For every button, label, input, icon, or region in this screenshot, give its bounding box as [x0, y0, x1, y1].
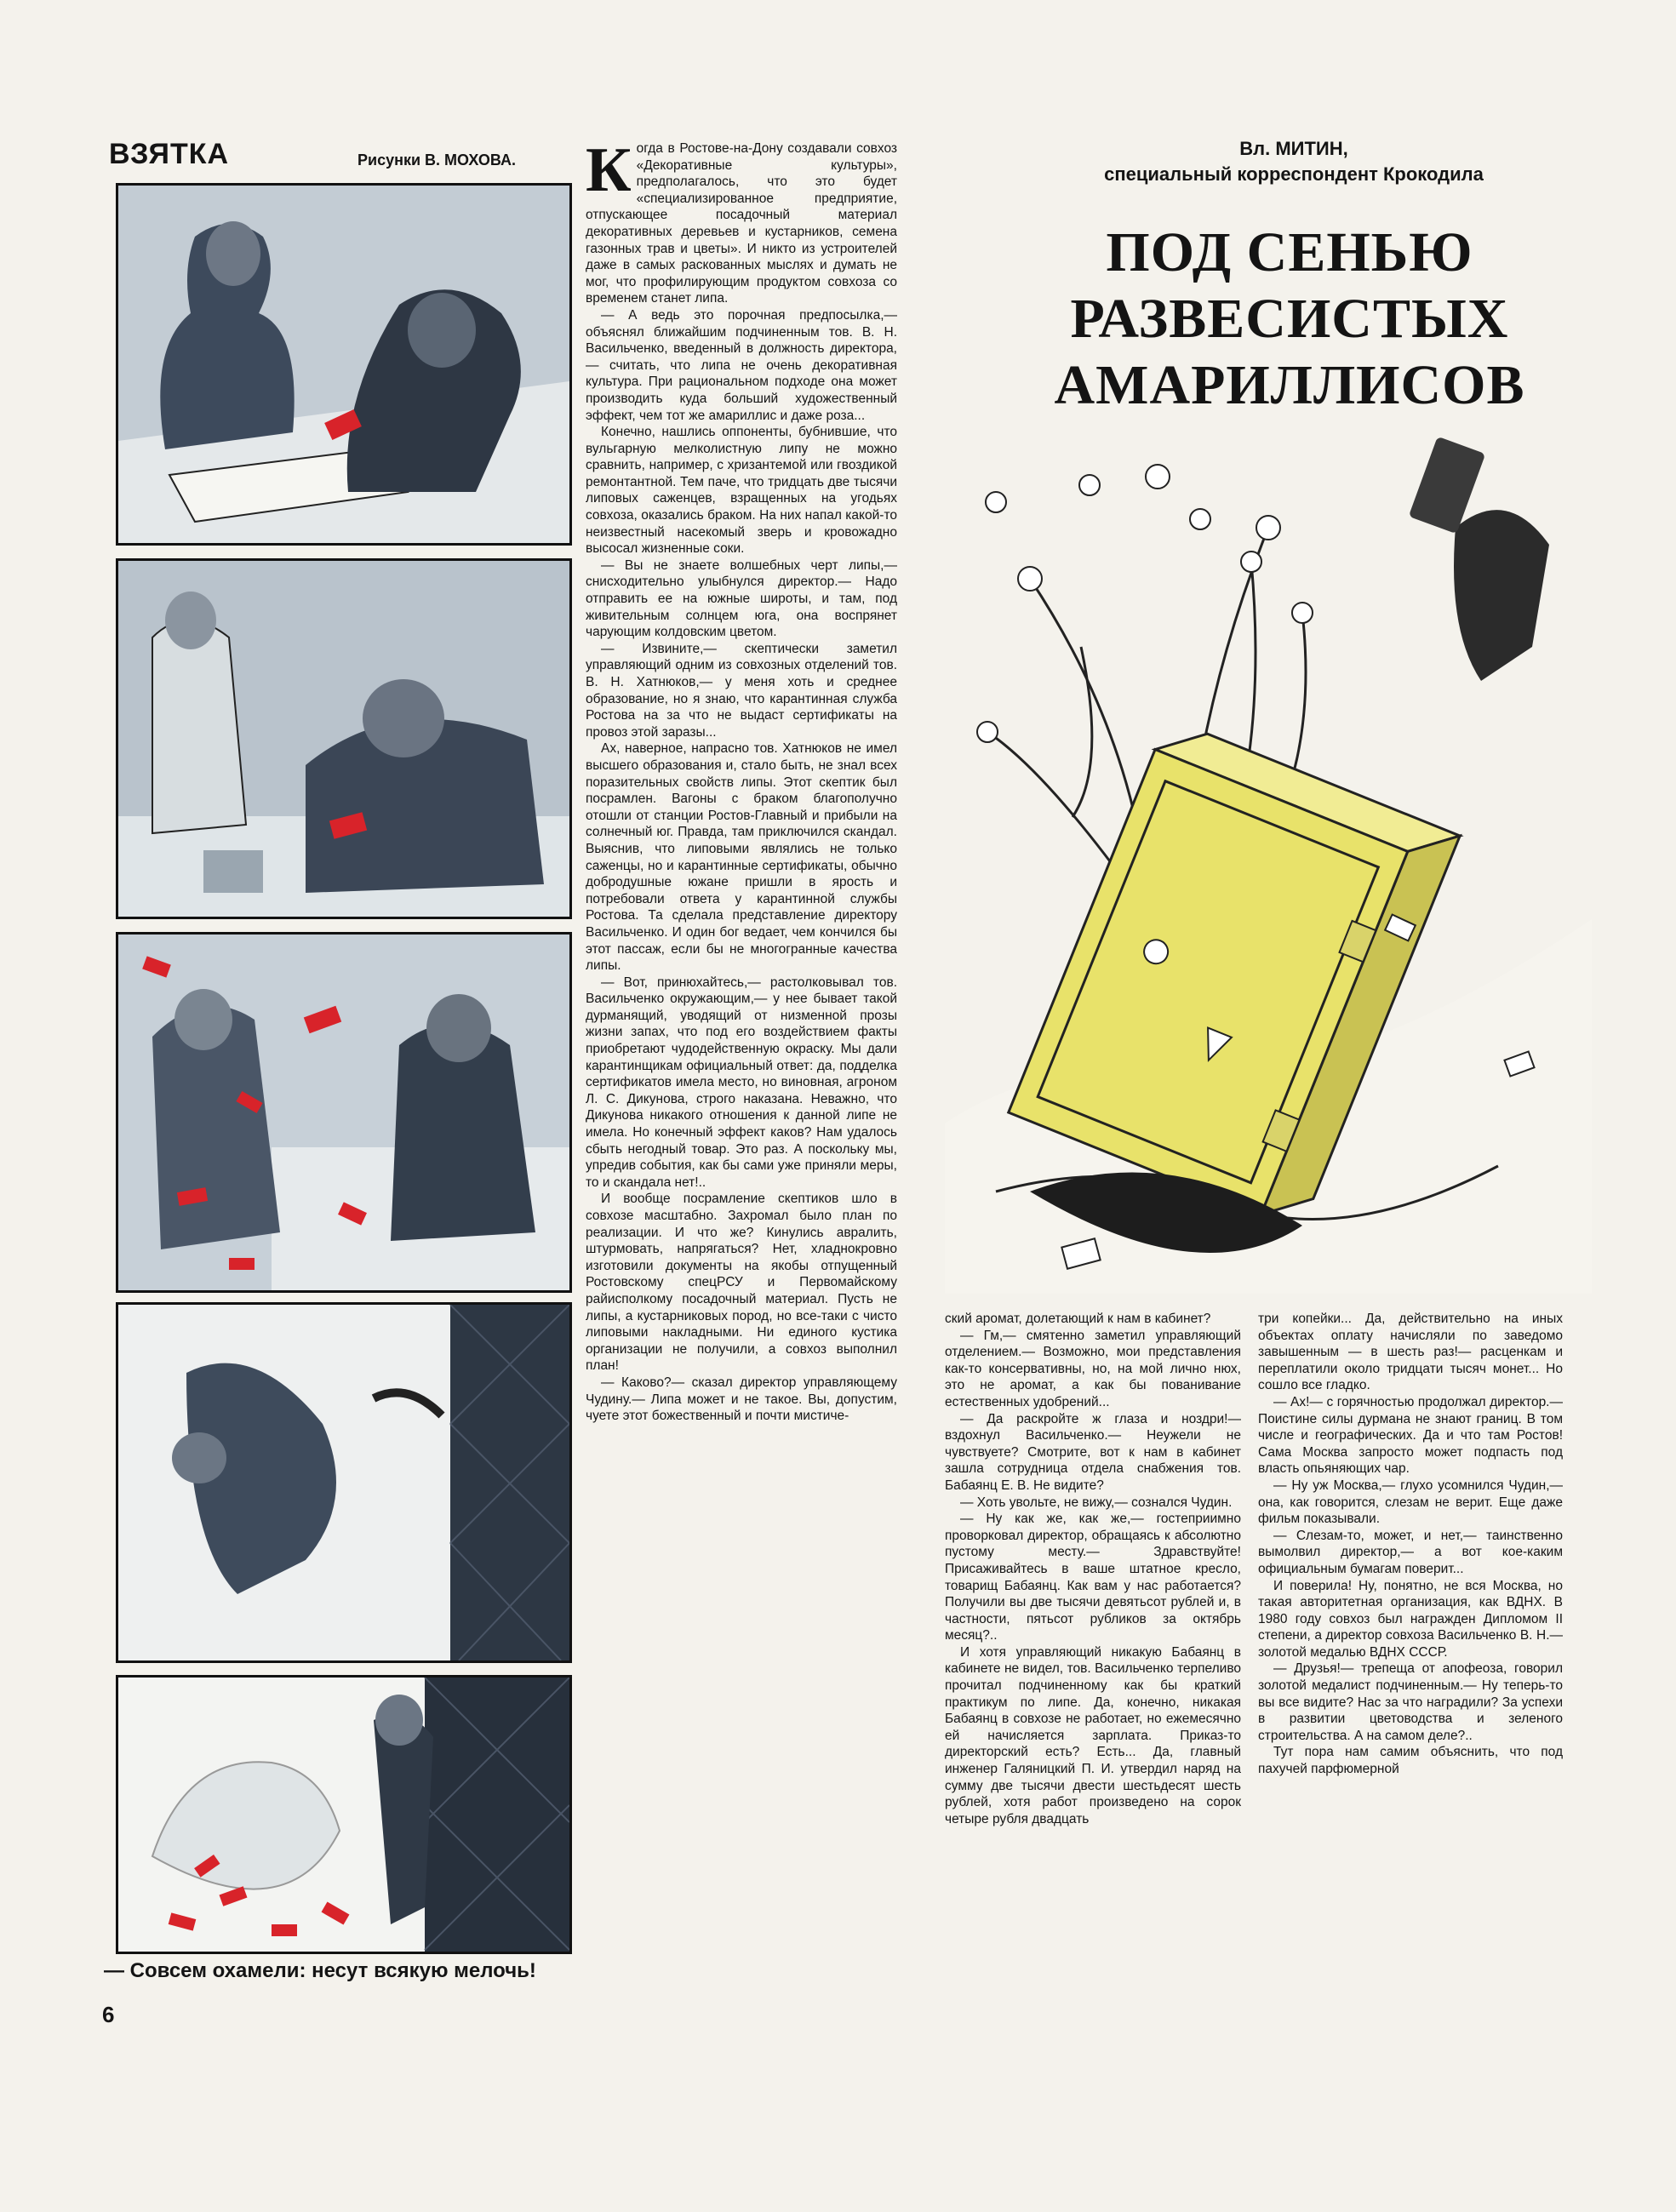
article-column-1	[586, 135, 897, 1425]
article-col2-para: — Гм,— смятенно заметил управляющий отделением.— Возможно, мои представления как-то консервативны, но, на мой лично нюх, это не аромат, а как бы пованивание естественных удобрений...	[945, 1328, 1241, 1409]
article-col2-para: — Ну как же, как же,— гостеприимно проворковал директор, обращаясь к абсолютно пустому месту.— Здравствуйте! Присаживайтесь в ваше штатное кресло, товарищ Бабаянц. Как вам у нас работается? Получили вы две тысячи девятьсот рублей и, в частности, пятьсот рубликов за октябрь месяц?..	[945, 1512, 1241, 1643]
article-col2-para: — Хоть увольте, не вижу,— сознался Чудин.	[960, 1495, 1233, 1510]
article-col3-para: — Друзья!— трепеща от апофеоза, говорил золотой медалист подчиненным.— Ну теперь-то вы все видите? Нас за что наградили? За успехи в развитии цветоводства и зеленого строительства. А на самом деле?..	[1258, 1661, 1563, 1743]
article-col1-para: — Вот, принюхайтесь,— растолковывал тов. Васильченко окружающим,— у нее бывает такой дурманящий, уводящий от низменной прозы жизни запах, что под его воздействием факты приобретают чудодейственную окраску. Мы дали карантинщикам официальный ответ: да, подделка сертификатов имела место, но виновная, агроном Л. С. Дикунова, строго наказана. Неважно, что Дикунова никакого отношения к данной липе не имела. Но конечный эффект каков? Нам удалось сбыть негодный товар. Это раз. А поскольку мы, упредив события, как бы сами уже приняли меры, то и скандала нет!..	[586, 975, 897, 1190]
article-headline	[992, 220, 1587, 419]
article-col3-para: три копейки... Да, действительно на иных объектах оплату начисляли по заведомо завышенным — в шесть раз!— расценкам и переплатили около тридцати тысяч монет... Но сошло все гладко.	[1258, 1312, 1563, 1393]
comic-title: ВЗЯТКА	[109, 138, 230, 170]
article-col2-para: И хотя управляющий никакую Бабаянц в кабинете не видел, тов. Васильченко терпеливо прочитал подчиненному как бы краткий практикум по липе. Да, конечно, никакая Бабаянц в совхозе не работает, но ежемесячно ей начисляется зарплата. Приказ-то директорский есть? Есть... Да, главный инженер Галяницкий П. И. утвердил наряд на сумму две тысячи двести шестьдесят шесть рублей, хотя работ произведено на сорок четыре рубля двадцать	[945, 1644, 1241, 1826]
comic-panel-3	[116, 932, 572, 1293]
article-illustration	[945, 426, 1592, 1294]
article-col1-para: Ах, наверное, напрасно тов. Хатнюков не имел высшего образования и, стало быть, не знал всех поразительных свойств липы. Этот скептик был посрамлен. Вагоны с браком благополучно отошли от станции Ростов-Главный и прибыли на солнечный юг. Правда, там приключился скандал. Выяснив, что липовыми являлись не только саженцы, но и карантинные сертификаты, обычно добродушные южане пришли в ярость и потребовали ответа у карантинной службы Ростова. Та сделала представление директору Васильченко. И один бог ведает, чем кончился бы этот пассаж, если бы не многогранные качества липы.	[586, 741, 897, 974]
article-col1-para: — Каково?— сказал директор управляющему Чудину.— Липа может и не такое. Вы, допустим, чуете этот божественный и почти мистиче-	[586, 1375, 897, 1424]
comic-panel-4	[116, 1302, 572, 1663]
comic-panel-5	[116, 1675, 572, 1954]
page-number: 6	[102, 2002, 115, 2027]
comic-credit: Рисунки В. МОХОВА.	[358, 151, 516, 169]
headline-line-3: АМАРИЛЛИСОВ	[1054, 354, 1525, 416]
panel-4-drawing	[118, 1305, 569, 1660]
panel-2-drawing	[118, 561, 569, 917]
article-col2-para: — Да раскройте ж глаза и ноздри!— вздохнул Васильченко.— Неужели не чувствуете? Смотрите, вот к нам в кабинет зашла сотрудница отдела снабжения тов. Бабаянц Е. В. Не видите?	[945, 1411, 1241, 1493]
article-col3-para: Тут пора нам самим объяснить, что под пахучей парфюмерной	[1258, 1745, 1563, 1777]
safe-illustration	[945, 426, 1592, 1294]
comic-panel-1	[116, 183, 572, 546]
panel-3-drawing	[118, 935, 569, 1290]
article-col1-para: — А ведь это порочная предпосылка,— объяснял ближайшим подчиненным тов. В. Н. Васильченко, введенный в должность директора,— считать, что липа не очень декоративная культура. При рациональном подходе она может производить куда больший художественный эффект, чем тот же амариллис и даже роза...	[586, 307, 897, 423]
article-column-3	[1258, 1311, 1563, 1778]
article-col1-para: — Извините,— скептически заметил управляющий одним из совхозных отделений тов. В. Н. Хатнюков,— у меня хоть и среднее образование, но я знаю, что карантинная служба Ростова на за что не выдаст сертификаты на провоз этой заразы...	[586, 641, 897, 740]
article-col1-para: — Вы не знаете волшебных черт липы,— снисходительно улыбнулся директор.— Надо отправить ее на южные широты, и там, под живительным солнцем юга, она воспрянет чарующим колдовским цветом.	[586, 557, 897, 640]
article-col1-para: Конечно, нашлись оппоненты, бубнившие, что вульгарную мелколистную липу не можно сравнить, например, с хризантемой или гвоздикой ремонтантной. Тем паче, что тридцать две тысячи липовых саженцев, взращенных на угодьях совхоза, оказались браком. На них напал какой-то неизвестный насекомый зверь и кровожадно высосал жизненные соки.	[586, 425, 897, 557]
article-col3-para: — Ах!— с горячностью продолжал директор.— Поистине силы дурмана не знают границ. В том числе и географических. Да и что там Ростов! Сама Москва запросто может подпасть под власть опьяняющих чар.	[1258, 1394, 1563, 1477]
article-author: Вл. МИТИН,	[1239, 138, 1348, 159]
article-col1-para: Когда в Ростове-на-Дону создавали совхоз «Декоративные культуры», предполагалось, что это будет «специализированное предприятие, отпускающее посадочный материал декоративных деревьев и кустарников, семена газонных трав и цветы». И никто из устроителей даже в самых раскованных мыслях и думать не мог, что профилирующим продуктом совхоза со временем станет липа.	[586, 135, 897, 306]
headline-line-2: РАЗВЕСИСТЫХ	[1070, 288, 1509, 350]
article-column-2	[945, 1311, 1241, 1827]
article-col3-para: И поверила! Ну, понятно, не вся Москва, но такая авторитетная организация, как ВДНХ. В 1980 году совхоз был награжден Дипломом II степени, а директор совхоза Васильченко В. Н.— золотой медалью ВДНХ СССР.	[1258, 1578, 1563, 1660]
headline-line-1: ПОД СЕНЬЮ	[1106, 221, 1473, 283]
panel-5-drawing	[118, 1678, 569, 1952]
comic-panel-2	[116, 558, 572, 919]
article-col3-para: — Ну уж Москва,— глухо усомнился Чудин,— она, как говорится, слезам не верит. Еще даже фильм показывали.	[1258, 1478, 1563, 1527]
drop-cap: К	[586, 135, 632, 205]
article-col1-para: И вообще посрамление скептиков шло в совхозе масштабно. Захромал было план по реализации. И что же? Кинулись авралить, штурмовать, напрягаться? Нет, хладнокровно изготовили документы на якобы отпущенный Ростовскому спецРСУ и Первомайскому райисполкому посадочный материал. Пусть не липы, а кустарниковых пород, но все-таки с чисто липовыми накладными. Ни единого кустика организации не получили, а совхоз выполнил план!	[586, 1192, 897, 1374]
article-col2-para: ский аромат, долетающий к нам в кабинет?	[945, 1312, 1211, 1326]
article-author-role: специальный корреспондент Крокодила	[1104, 163, 1484, 185]
article-author-block	[1004, 136, 1583, 187]
comic-caption: — Совсем охамели: несут всякую мелочь!	[104, 1959, 536, 1982]
panel-1-drawing	[118, 186, 569, 543]
article-col3-para: — Слезам-то, может, и нет,— таинственно вымолвил директор,— а вот кое-каким официальным бумагам поверит...	[1258, 1528, 1563, 1576]
